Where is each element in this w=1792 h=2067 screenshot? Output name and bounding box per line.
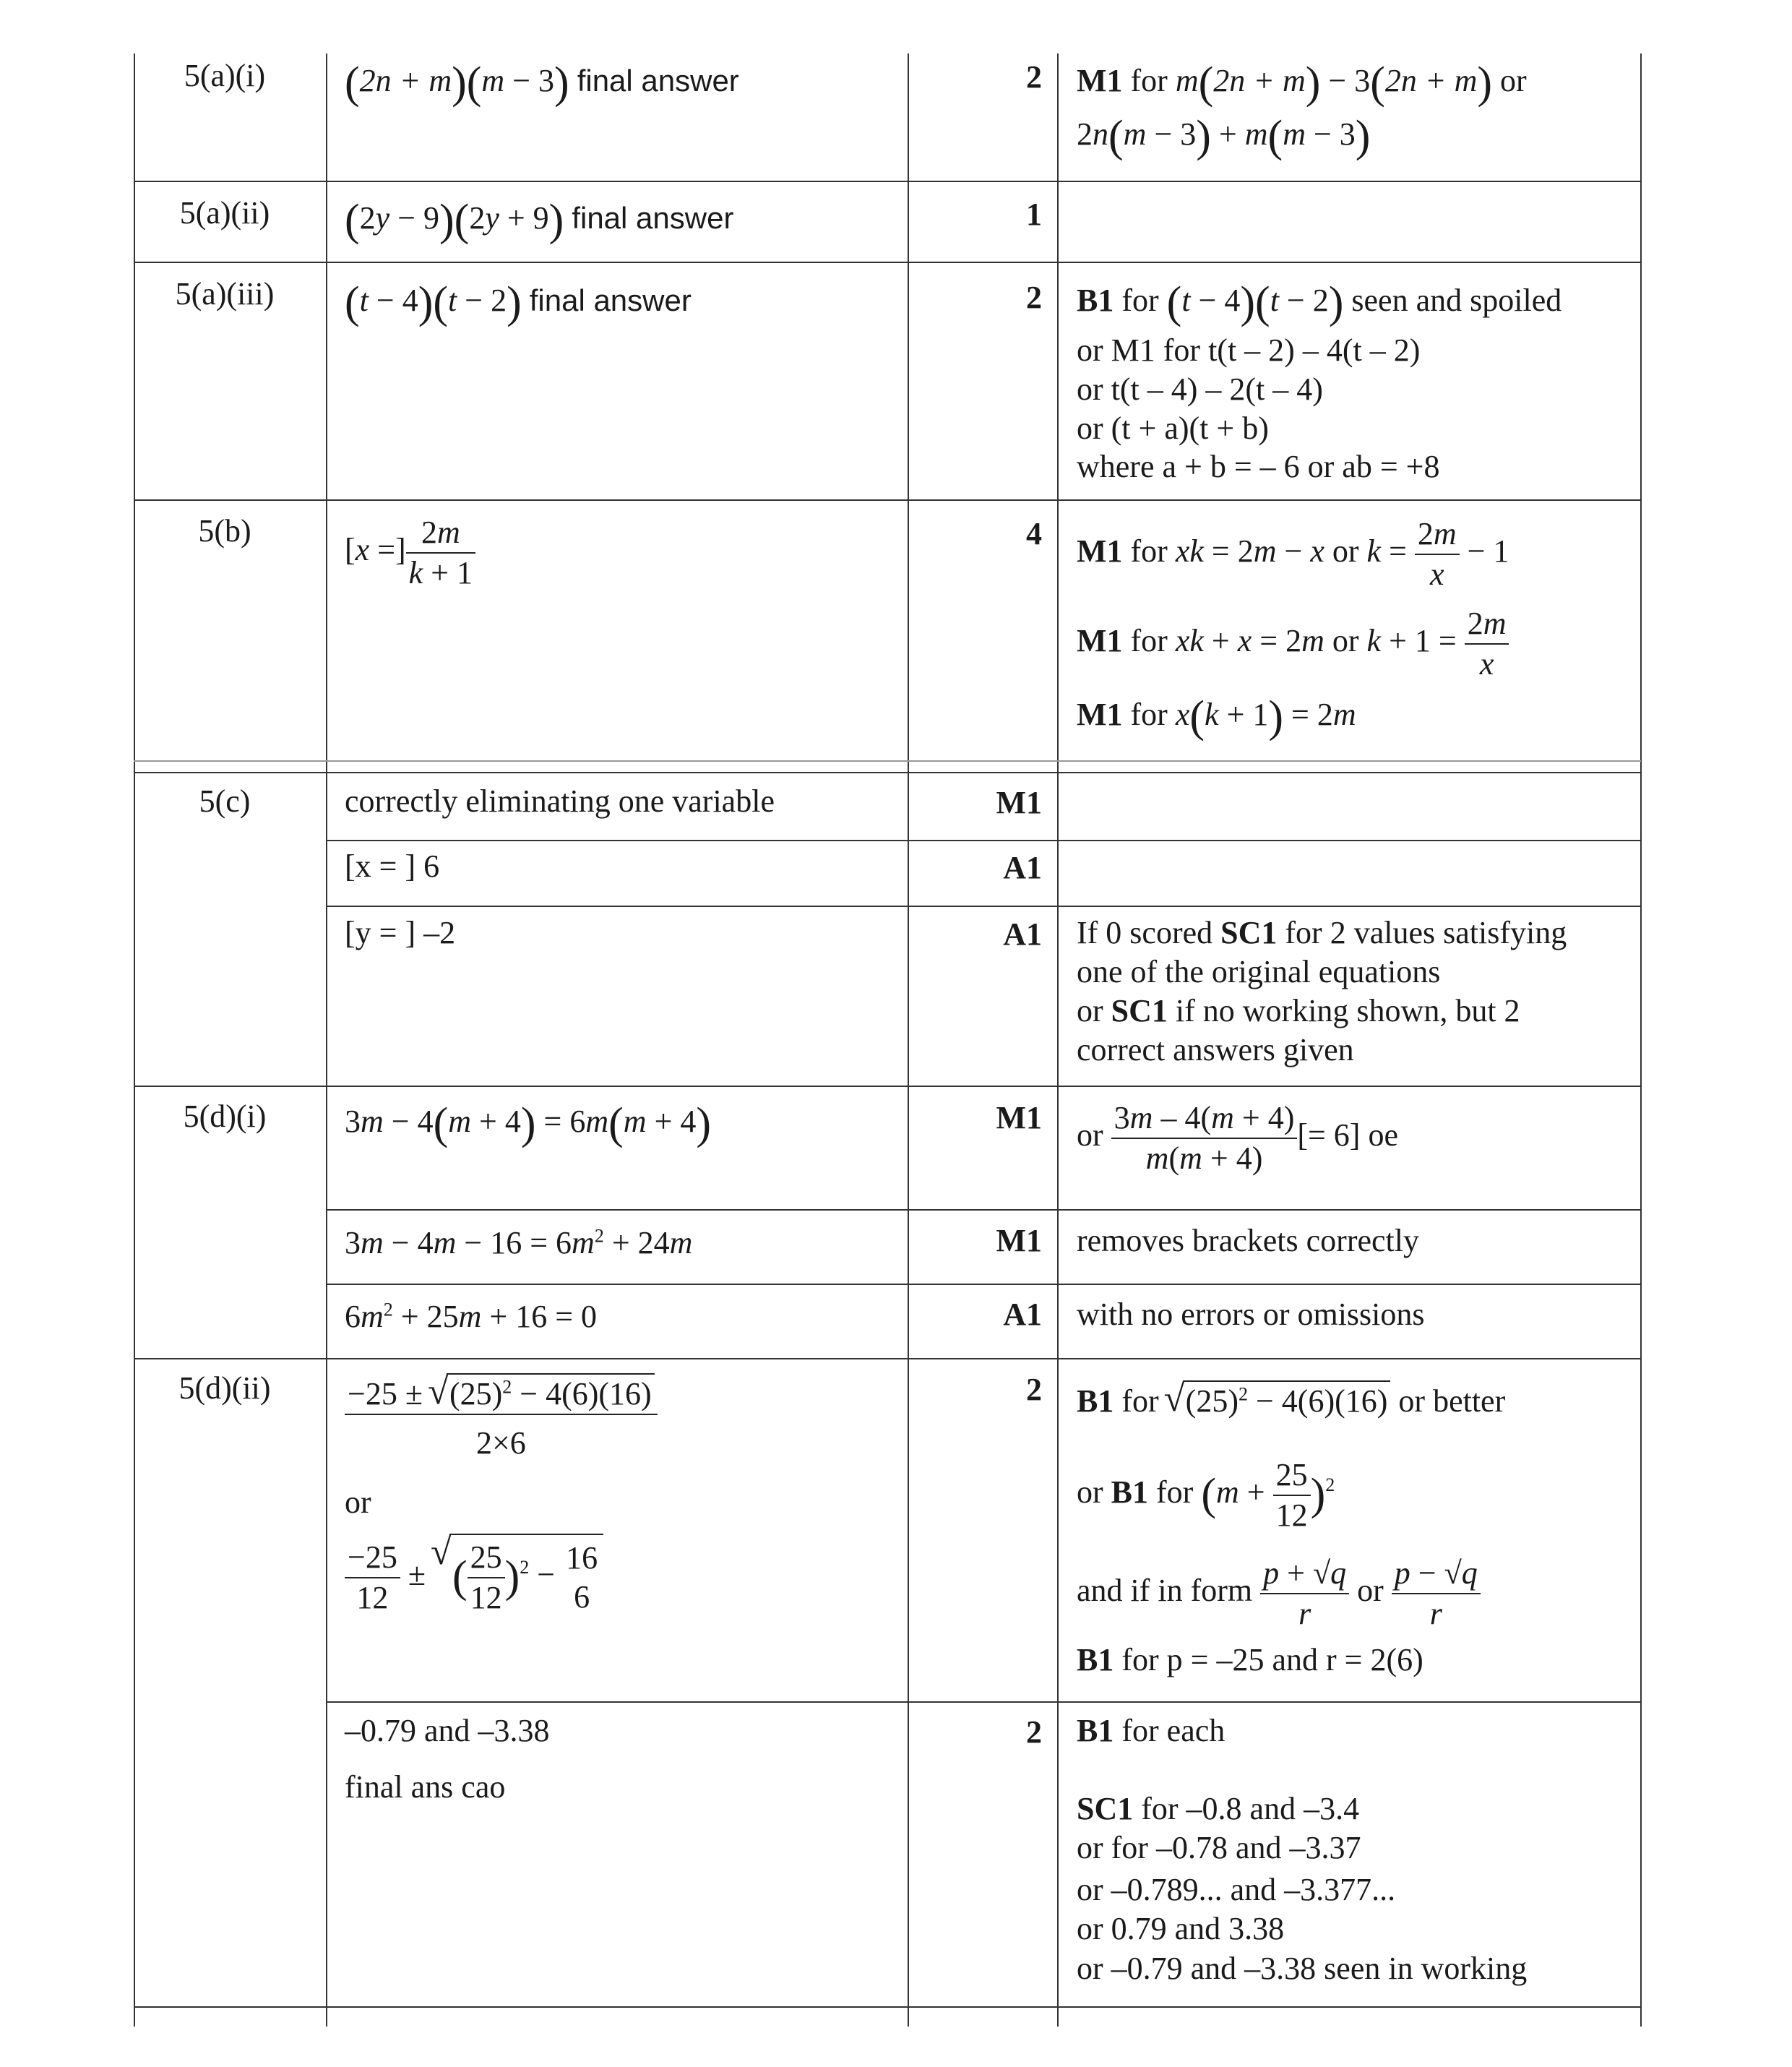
guidance-line	[1077, 1711, 1225, 1750]
question-number: 5(d)(i)	[183, 1099, 267, 1134]
guidance-line	[1077, 1641, 1423, 1680]
question-number: 5(d)(ii)	[178, 1370, 271, 1406]
table-col-divider-3	[1057, 53, 1059, 2027]
table-border-right	[1640, 53, 1642, 2027]
marks-cell: 2	[1026, 59, 1042, 95]
guidance-line: M1 for xk = 2m − x or k = $\frac{2m}{x}$ − 1	[1077, 516, 1509, 592]
mark-code: M1	[1077, 62, 1123, 98]
guidance-line: one of the original equations	[1077, 954, 1441, 989]
question-number: 5(b)	[198, 513, 251, 549]
guidance-cell: B1 for (t − 4)(t − 2) seen and spoiled	[1077, 278, 1562, 327]
guidance-text: for each	[1121, 1713, 1225, 1748]
guidance-cell-line2: 2n(m − 3) + m(m − 3)	[1077, 112, 1371, 161]
mark-code: B1	[1077, 282, 1114, 318]
guidance-text: for	[1156, 1474, 1194, 1510]
guidance-text: [= 6] oe	[1297, 1117, 1398, 1153]
guidance-text: seen and spoiled	[1351, 282, 1562, 318]
row-divider	[134, 262, 1641, 263]
mark-code: SC1	[1220, 915, 1278, 950]
guidance-text: or	[1077, 993, 1103, 1028]
guidance-line: M1 for xk + x = 2m or k + 1 = $\frac{2m}{x}$	[1077, 604, 1509, 683]
marks-cell: M1	[996, 1223, 1042, 1258]
row-divider-double	[134, 760, 1641, 762]
guidance-line: correct answers given	[1077, 1032, 1354, 1067]
guidance-line: B1 for √ $(25)^2 - 4(6)(16)$ or better	[1077, 1380, 1505, 1421]
guidance-line: or t(t – 4) – 2(t – 4)	[1077, 371, 1323, 407]
guidance-line	[1077, 1789, 1359, 1829]
mark-code: B1	[1077, 1713, 1114, 1748]
row-divider	[134, 772, 1641, 773]
answer-cell: (2n + m)(m − 3) final answer	[345, 59, 739, 108]
answer-cell: [x = ] 6	[345, 848, 440, 884]
marks-cell: 2	[1026, 1372, 1042, 1407]
guidance-line: or –0.79 and –3.38 seen in working	[1077, 1951, 1528, 1986]
row-divider	[134, 181, 1641, 182]
marks-cell: 2	[1026, 280, 1042, 315]
guidance-cell: removes brackets correctly	[1077, 1223, 1419, 1258]
marks-cell: M1	[996, 785, 1042, 820]
answer-cell: [y = ] –2	[345, 915, 456, 950]
guidance-cell: or $\frac{3m - 4(m + 4)}{m(m + 4)}$ [= 6] oe	[1077, 1100, 1398, 1176]
answer-cell: $6m^2 + 25m + 16 = 0$	[345, 1299, 598, 1334]
row-divider	[134, 499, 1641, 501]
row-divider-partial	[326, 1209, 1641, 1211]
answer-formula-1: $\frac{-25 \pm √ (25)^2 - 4(6)(16)}{2\times 6}$	[345, 1373, 658, 1462]
guidance-text: or	[1357, 1572, 1384, 1608]
row-divider	[134, 1086, 1641, 1087]
answer-cell: correctly eliminating one variable	[345, 783, 775, 819]
guidance-cell: M1 for m(2n + m) − 3(2n + m) or	[1077, 59, 1527, 108]
guidance-line	[1077, 992, 1520, 1031]
row-divider-partial	[326, 1284, 1641, 1285]
question-number: 5(a)(iii)	[175, 276, 275, 311]
table-border-left	[134, 53, 135, 2027]
guidance-text: for	[1121, 1383, 1159, 1419]
mark-code: SC1	[1077, 1791, 1134, 1826]
row-divider-partial	[326, 1701, 1641, 1703]
mark-code: B1	[1111, 1474, 1149, 1510]
answer-cell: –0.79 and –3.38	[345, 1713, 550, 1748]
marks-cell: 2	[1026, 1714, 1042, 1750]
guidance-text: or	[1500, 62, 1527, 98]
mark-code: SC1	[1111, 993, 1168, 1028]
guidance-cell: with no errors or omissions	[1077, 1297, 1425, 1332]
guidance-text: or	[1077, 1117, 1103, 1153]
guidance-text: or	[1077, 1474, 1103, 1510]
question-number: 5(a)(ii)	[179, 195, 270, 231]
guidance-text: for –0.8 and –3.4	[1141, 1791, 1360, 1826]
answer-note: final answer	[572, 200, 734, 235]
guidance-text: for	[1130, 62, 1168, 98]
guidance-line: and if in form $\frac{p + √q}{r}$ or $\frac{p - √q}{r}$	[1077, 1554, 1481, 1633]
question-number: 5(c)	[199, 783, 251, 819]
guidance-line: M1 for x(k + 1) = 2m	[1077, 692, 1356, 742]
answer-note: final answer	[529, 283, 692, 317]
guidance-text: If 0 scored	[1077, 915, 1213, 950]
guidance-line: where a + b = – 6 or ab = +8	[1077, 449, 1440, 484]
answer-cell: [x =] $\frac{2m}{k + 1}$	[345, 513, 475, 592]
guidance-text: for 2 values satisfying	[1285, 915, 1567, 950]
answer-formula-2: $\frac{-25}{12}$ ± √ ( $\frac{25}{12}$ )$^2$ − 16 6	[345, 1534, 603, 1617]
marks-cell: M1	[996, 1100, 1042, 1135]
guidance-text: for	[1121, 282, 1159, 318]
mark-code: M1	[1077, 622, 1123, 658]
row-divider	[134, 2006, 1641, 2008]
guidance-line: or for –0.78 and –3.37	[1077, 1830, 1361, 1865]
guidance-line: or 0.79 and 3.38	[1077, 1911, 1285, 1946]
answer-note: final ans cao	[345, 1769, 506, 1805]
guidance-line	[1077, 914, 1567, 953]
guidance-line: or –0.789... and –3.377...	[1077, 1872, 1396, 1907]
answer-or: or	[345, 1484, 371, 1520]
guidance-line: or M1 for t(t – 2) – 4(t – 2)	[1077, 332, 1421, 368]
row-divider-partial	[326, 840, 1641, 841]
guidance-text: or better	[1398, 1383, 1506, 1419]
answer-cell: (t − 4)(t − 2) final answer	[345, 278, 692, 327]
mark-code: M1	[1077, 696, 1123, 732]
guidance-line: or B1 for (m + $\frac{25}{12}$ )$^2$	[1077, 1457, 1335, 1533]
mark-code: B1	[1077, 1642, 1114, 1677]
table-col-divider-1	[326, 53, 327, 2027]
marks-cell: 1	[1026, 197, 1042, 232]
guidance-text: for p = –25 and r = 2(6)	[1121, 1642, 1423, 1677]
marks-cell: A1	[1003, 850, 1042, 885]
row-divider-partial	[326, 906, 1641, 907]
answer-cell: 3m − 4(m + 4) = 6m(m + 4)	[345, 1099, 712, 1148]
guidance-line: or (t + a)(t + b)	[1077, 411, 1269, 446]
question-number: 5(a)(i)	[184, 58, 266, 93]
answer-note: final answer	[577, 63, 739, 98]
marks-cell: A1	[1003, 1297, 1042, 1332]
answer-cell: $3m - 4m - 16 = 6m^2 + 24m$	[345, 1225, 693, 1260]
marks-cell: 4	[1026, 516, 1042, 551]
mark-code: M1	[1077, 533, 1123, 569]
guidance-text: and if in form	[1077, 1572, 1253, 1608]
guidance-text: if no working shown, but 2	[1175, 993, 1520, 1028]
marks-cell: A1	[1003, 916, 1042, 952]
answer-cell: (2y − 9)(2y + 9) final answer	[345, 196, 734, 245]
mark-code: B1	[1077, 1383, 1114, 1419]
row-divider	[134, 1358, 1641, 1359]
